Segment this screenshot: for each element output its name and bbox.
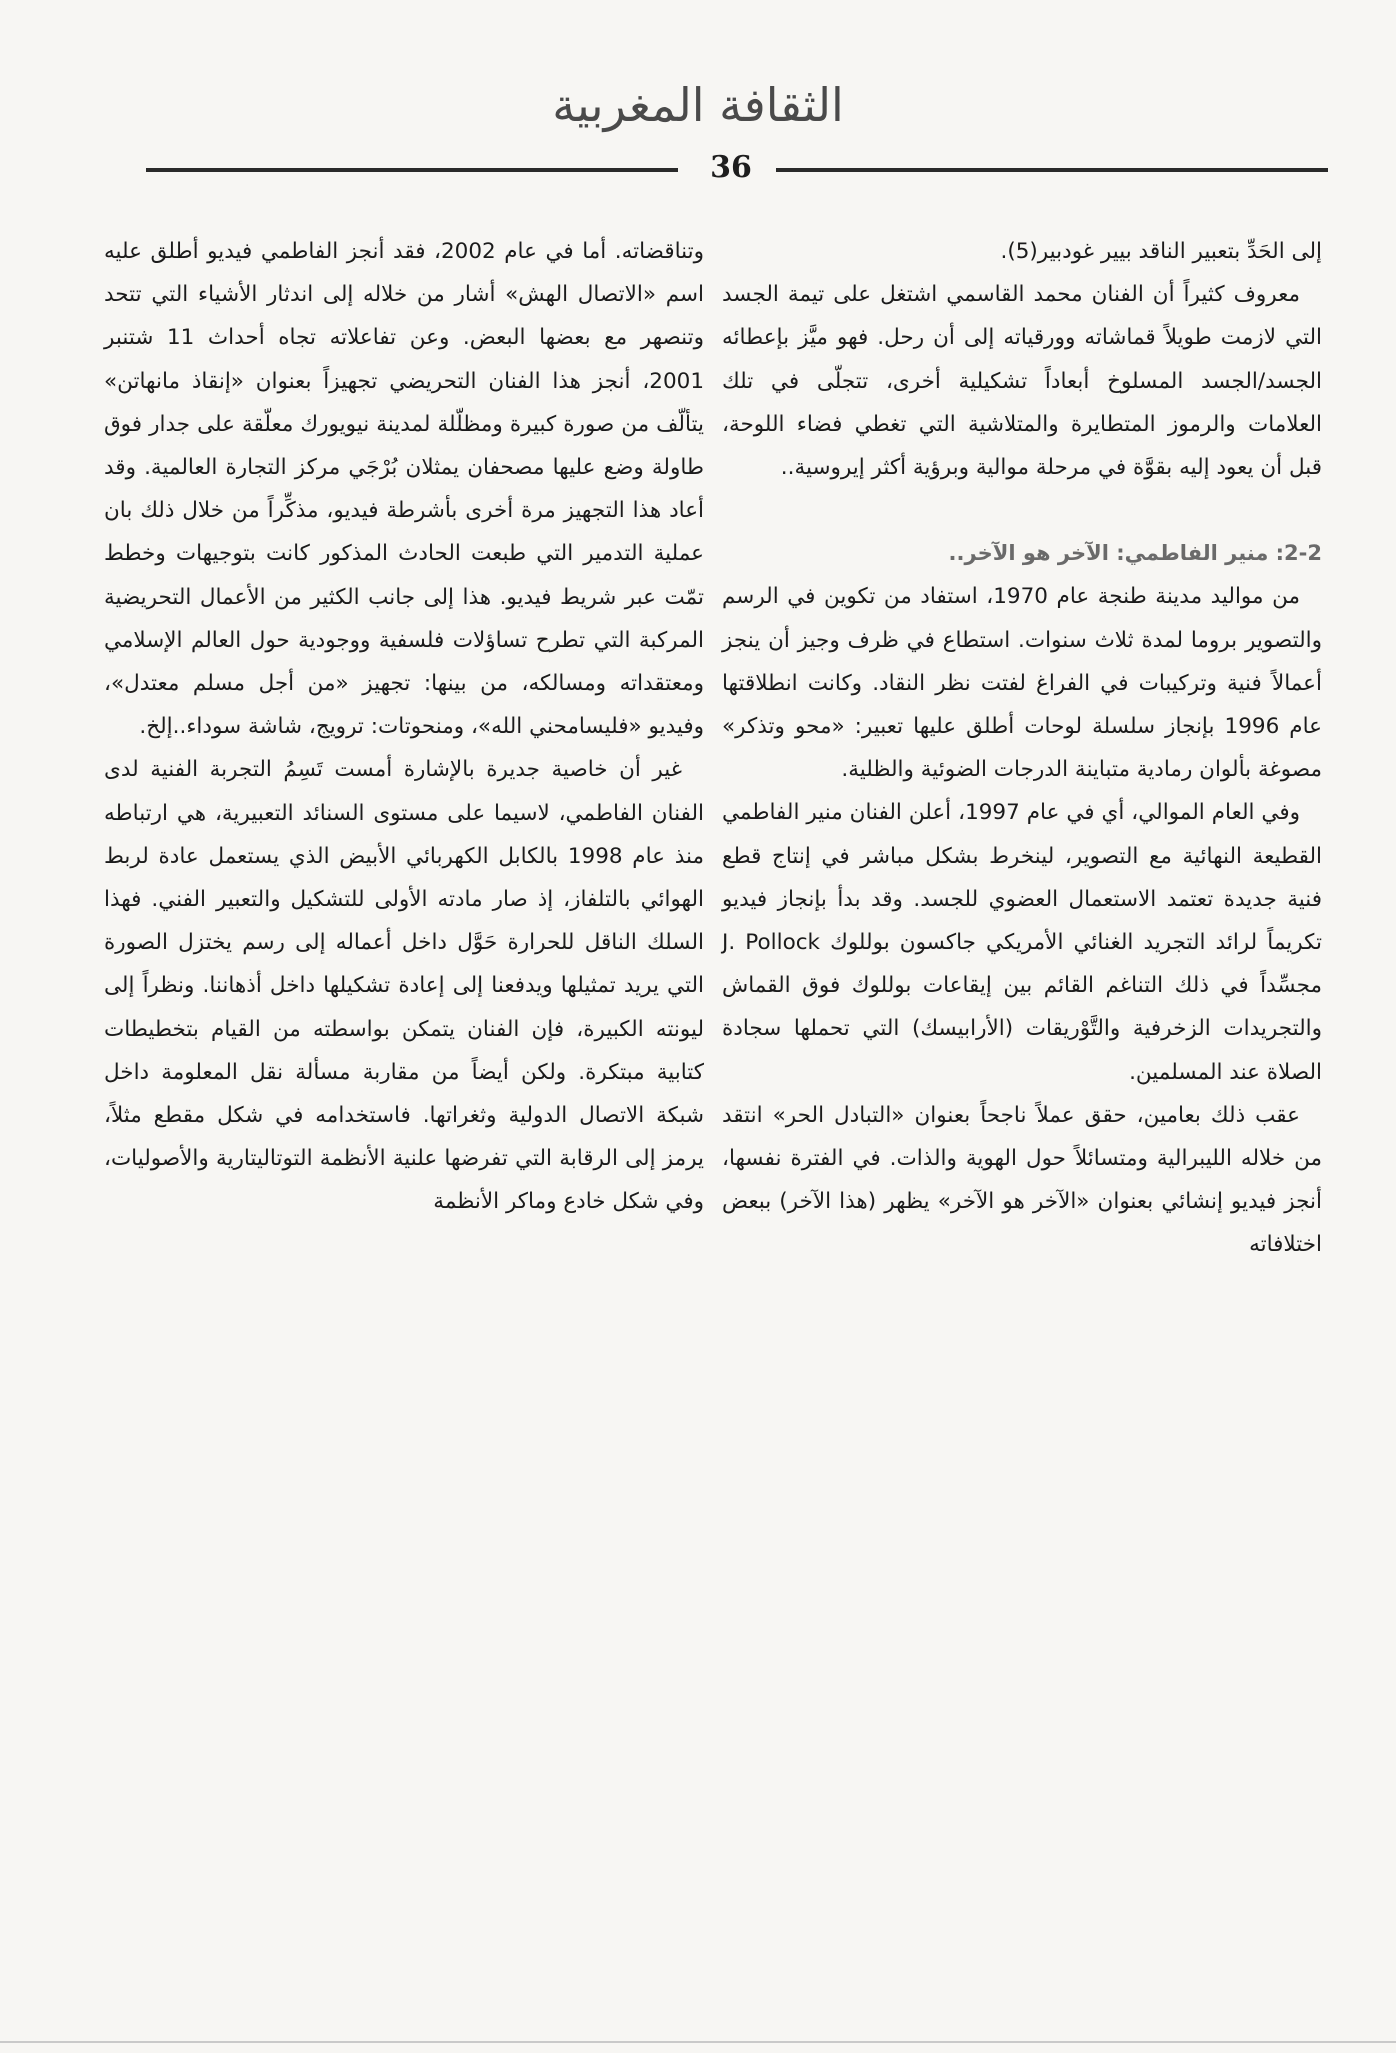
page-number: 36 xyxy=(710,150,752,185)
right-paragraph-4: وفي العام الموالي، أي في عام 1997، أعلن الفنان منير الفاطمي القطيعة النهائية مع التصوير، لينخرط بشكل مباشر في إنتاج قطع فنية جديدة تعتمد الاستعمال العضوي للجسد. وقد بدأ بإنجاز فيديو تكريماً لرائد التجريد الغنائي الأمريكي جاكسون بوللوك J. Pollock مجسِّداً في ذلك التناغم القائم بين إيقاعات بوللوك فوق القماش والتجريدات الزخرفية والتَّوْريقات (الأرابيسك) التي تحملها سجادة الصلاة عند المسلمين. xyxy=(722,800,1322,1085)
right-paragraph-2: معروف كثيراً أن الفنان محمد القاسمي اشتغل على تيمة الجسد التي لازمت طويلاً قماشاته وورقياته إلى أن رحل. فهو ميَّز بإعطائه الجسد/الجسد المسلوخ أبعاداً تشكيلية أخرى، تتجلّى في تلك العلامات والرموز المتطايرة والمتلاشية التي تغطي فضاء اللوحة، قبل أن يعود إليه بقوَّة في مرحلة موالية وبرؤية أكثر إيروسية.. xyxy=(722,282,1322,481)
right-paragraph-1: إلى الحَدِّ بتعبير الناقد بيير غودبير(5). xyxy=(1000,239,1322,264)
bottom-edge-line xyxy=(0,2041,1396,2043)
header-rule-row xyxy=(146,150,1328,190)
right-paragraph-5: عقب ذلك بعامين، حقق عملاً ناجحاً بعنوان «التبادل الحر» انتقد من خلاله الليبرالية ومتسائلاً حول الهوية والذات. في الفترة نفسها، أنجز فيديو إنشائي بعنوان «الآخر هو الآخر» يظهر (هذا الآخر) ببعض اختلافاته xyxy=(722,1102,1322,1258)
section-heading: 2-2: منير الفاطمي: الآخر هو الآخر.. xyxy=(948,541,1322,566)
left-paragraph-1: وتناقضاته. أما في عام 2002، فقد أنجز الفاطمي فيديو أطلق عليه اسم «الاتصال الهش» أشار من خلاله إلى اندثار الأشياء التي تتحد وتنصهر مع بعضها البعض. وعن تفاعلاته تجاه أحداث 11 شتنبر 2001، أنجز هذا الفنان التحريضي تجهيزاً بعنوان «إنقاذ مانهاتن» يتألّف من صورة كبيرة ومظلّلة لمدينة نيويورك معلّقة على جدار فوق طاولة وضع عليها مصحفان يمثلان بُرْجَي مركز التجارة العالمية. وقد أعاد هذا التجهيز مرة أخرى بأشرطة فيديو، مذكِّراً من خلال ذلك بان عملية التدمير التي طبعت الحادث المذكور كانت بتوجيهات وخطط تمّت عبر شريط فيديو. هذا إلى جانب الكثير من الأعمال التحريضية المركبة التي تطرح تساؤلات فلسفية ووجودية حول العالم الإسلامي ومعتقداته ومسالكه، من بينها: تجهيز «من أجل مسلم معتدل»، وفيديو «فليسامحني الله»، ومنحوتات: ترويج، شاشة سوداء..إلخ. xyxy=(104,239,704,740)
left-column xyxy=(104,230,704,1224)
left-paragraph-2: غير أن خاصية جديرة بالإشارة أمست تَسِمُ التجربة الفنية لدى الفنان الفاطمي، لاسيما على مستوى السنائد التعبيرية، هي ارتباطه منذ عام 1998 بالكابل الكهربائي الأبيض الذي يستعمل عادة لربط الهوائي بالتلفاز، إذ صار مادته الأولى للتشكيل والتعبير الفني. فهذا السلك الناقل للحرارة حَوَّل داخل أعماله إلى رسم يختزل الصورة التي يريد تمثيلها ويدفعنا إلى إعادة تشكيلها داخل أذهاننا. ونظراً إلى ليونته الكبيرة، فإن الفنان يتمكن بواسطته من القيام بتخطيطات كتابية مبتكرة. ولكن أيضاً من مقاربة مسألة نقل المعلومة داخل شبكة الاتصال الدولية وثغراتها. فاستخدامه في شكل مقطع مثلاً، يرمز إلى الرقابة التي تفرضها علنية الأنظمة التوتاليتارية والأصوليات، وفي شكل خادع وماكر الأنظمة xyxy=(104,757,704,1215)
header-rule-right xyxy=(776,168,1328,172)
header-rule-left xyxy=(146,168,678,172)
right-paragraph-3: من مواليد مدينة طنجة عام 1970، استفاد من تكوين في الرسم والتصوير بروما لمدة ثلاث سنوات. استطاع في ظرف وجيز أن ينجز أعمالاً فنية وتركيبات في الفراغ لفتت نظر النقاد. وكانت انطلاقتها عام 1996 بإنجاز سلسلة لوحات أطلق عليها تعبير: «محو وتذكر» مصوغة بألوان رمادية متباينة الدرجات الضوئية والظلية. xyxy=(722,584,1322,783)
right-column xyxy=(722,230,1322,1267)
running-header-title: الثقافة المغربية xyxy=(552,78,844,132)
